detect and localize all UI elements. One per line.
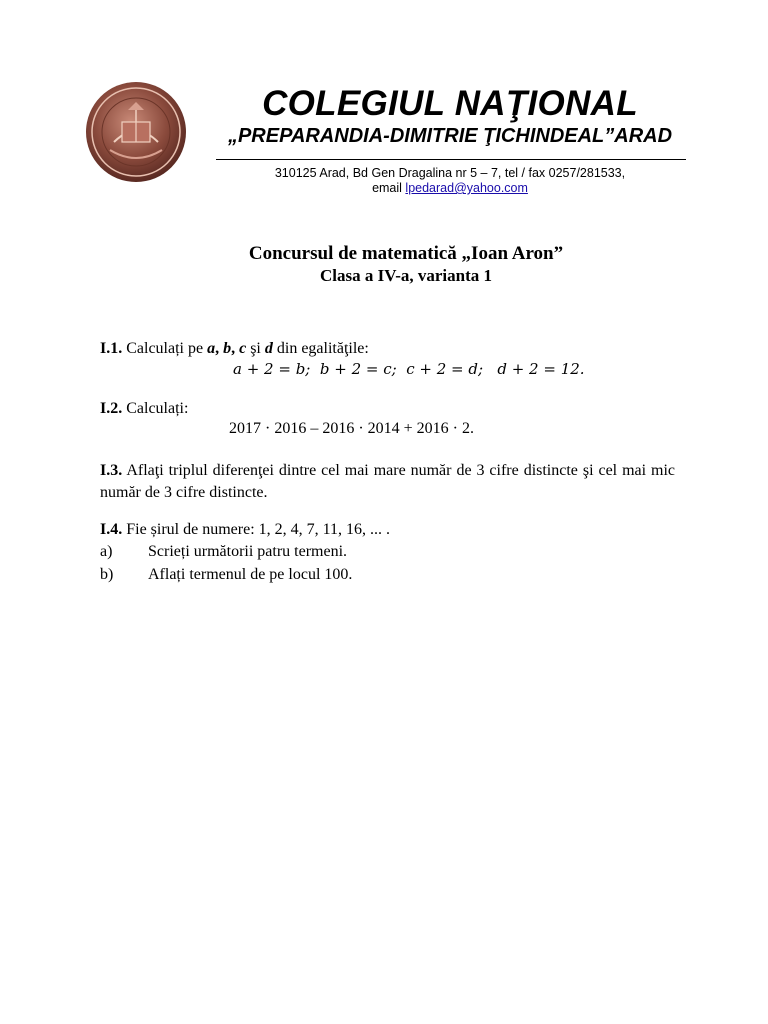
email-link[interactable]: lpedarad@yahoo.com — [405, 181, 528, 195]
school-seal-icon — [84, 80, 188, 184]
item-letter: b) — [100, 566, 114, 583]
item-text: Aflați termenul de pe locul 100. — [148, 566, 353, 583]
email-label: email — [372, 181, 402, 195]
school-subtitle: „PREPARANDIA-DIMITRIE ŢICHINDEAL”ARAD — [227, 125, 673, 147]
problem-2-expression: 2017 · 2016 – 2016 · 2014 + 2016 · 2. — [229, 420, 475, 437]
item-letter: a) — [100, 543, 113, 560]
letterhead — [0, 0, 768, 200]
problem-number: I.2. — [100, 400, 123, 417]
problem-text: Aflaţi triplul diferenţei dintre cel mai mare număr de 3 cifre distincte şi cel mai mic număr de 3 cifre distincte. — [100, 462, 675, 501]
problem-1: I.1. Calculați pe a, b, c şi d din egalităţile: — [100, 340, 369, 357]
problem-3 — [100, 460, 675, 504]
problem-4-item-b — [100, 564, 352, 586]
var-b: b — [223, 340, 232, 357]
school-name: COLEGIUL NAŢIONAL — [262, 84, 638, 123]
header-divider — [216, 159, 686, 160]
email-line — [200, 181, 700, 196]
var-d: d — [264, 340, 273, 357]
item-text: Scrieți următorii patru termeni. — [148, 543, 348, 560]
problem-number: I.4. — [100, 521, 123, 538]
address-line: 310125 Arad, Bd Gen Dragalina nr 5 – 7, tel / fax 0257/281533, — [274, 166, 626, 180]
problem-1-equations: a + 2 = b; b + 2 = c; c + 2 = d; d + 2 = 12. — [233, 360, 585, 378]
var-c: c — [239, 340, 247, 357]
var-a: a — [207, 340, 216, 357]
problem-text: Fie șirul de numere: 1, 2, 4, 7, 11, 16, ... . — [126, 521, 391, 538]
problem-number: I.1. — [100, 340, 123, 357]
problem-2 — [100, 398, 675, 420]
contest-class-variant: Clasa a IV-a, varianta 1 — [319, 266, 493, 285]
conj: şi — [250, 340, 261, 357]
problem-text-after: din egalităţile: — [276, 340, 369, 357]
problem-4-item-a — [100, 541, 347, 563]
school-address — [200, 166, 700, 196]
problem-text: Calculați: — [126, 400, 189, 417]
problem-number: I.3. — [100, 462, 123, 479]
problem-text: Calculați pe — [126, 340, 204, 357]
contest-title: Concursul de matematică „Ioan Aron” — [248, 243, 564, 264]
problem-4 — [100, 519, 675, 541]
